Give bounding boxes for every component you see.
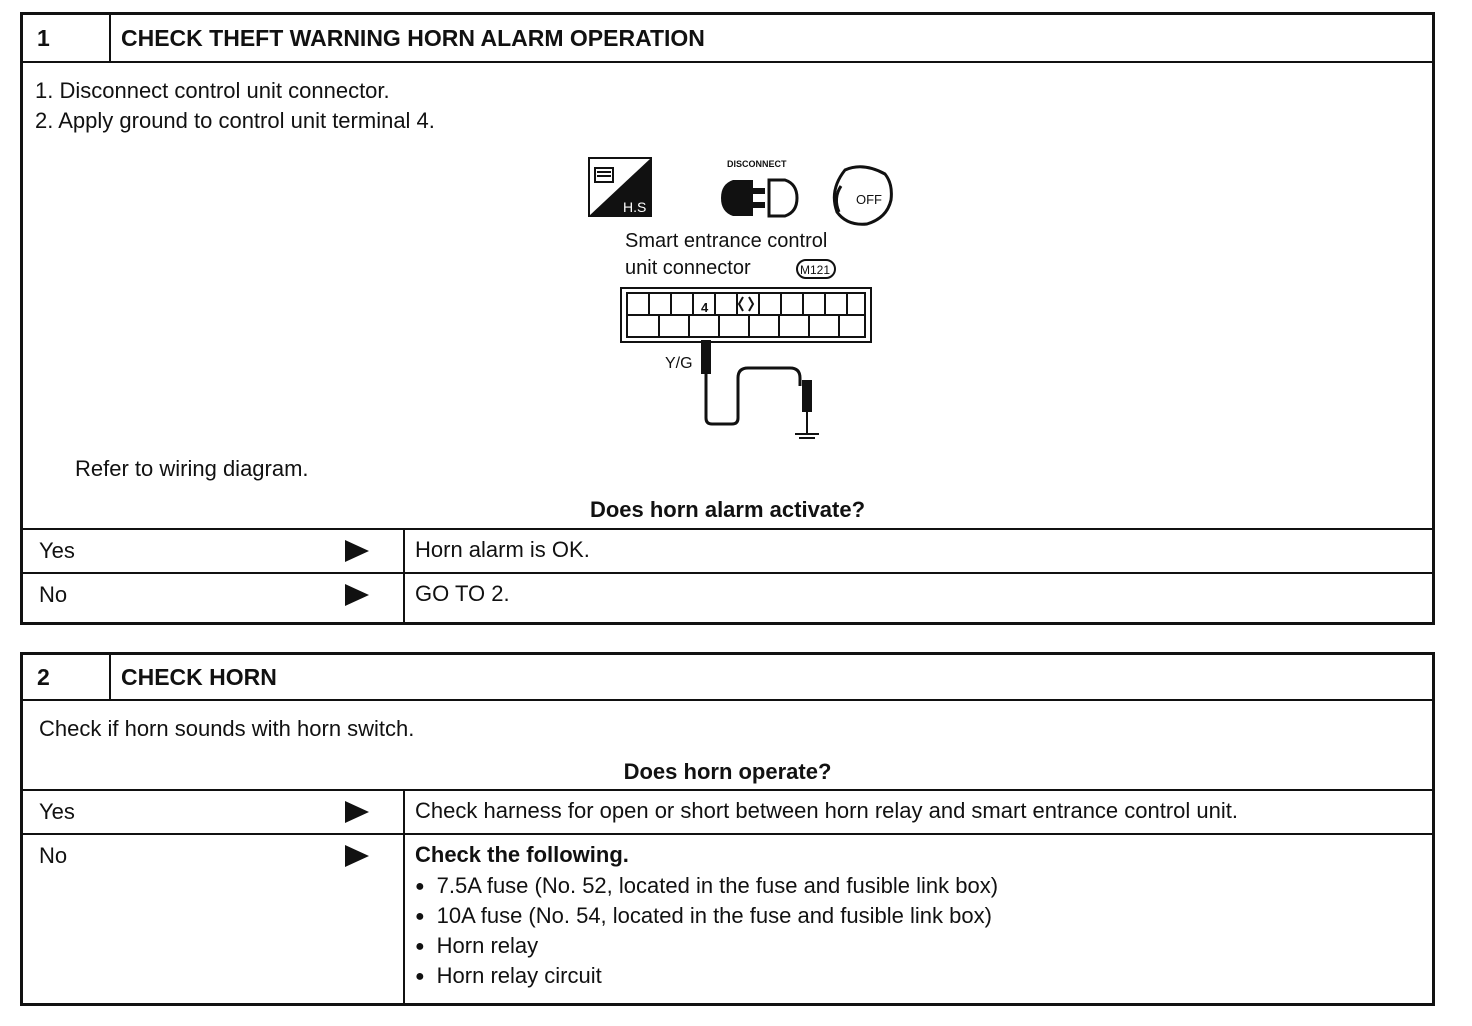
no-heading: Check the following. xyxy=(415,842,629,867)
step-number: 2 xyxy=(23,655,111,699)
yes-row xyxy=(23,528,1432,574)
no-row xyxy=(23,572,1432,624)
yes-label: Yes xyxy=(39,538,75,563)
no-label: No xyxy=(39,843,68,868)
yes-result: Horn alarm is OK. xyxy=(415,537,590,562)
yes-result: Check harness for open or short between horn relay and smart entrance control unit. xyxy=(415,798,1239,823)
connector-diagram xyxy=(583,150,903,440)
instruction-2: 2. Apply ground to control unit terminal 4. xyxy=(35,108,435,133)
instruction: Check if horn sounds with horn switch. xyxy=(39,716,415,741)
arrow-right-icon xyxy=(345,845,369,867)
arrow-right-icon xyxy=(345,540,369,562)
instruction-1: 1. Disconnect control unit connector. xyxy=(35,78,390,103)
disconnect-icon xyxy=(721,159,797,216)
no-label: No xyxy=(39,582,68,607)
connector-id: M121 xyxy=(800,263,831,277)
hs-label: H.S xyxy=(623,199,647,215)
arrow-right-icon xyxy=(345,584,369,606)
ignition-off-icon xyxy=(834,167,891,224)
wire-color-label: Y/G xyxy=(665,355,693,372)
connector-face xyxy=(621,288,871,342)
no-result-cell xyxy=(403,574,1432,624)
yes-row xyxy=(23,789,1432,835)
question: Does horn alarm activate? xyxy=(589,497,866,522)
disconnect-label: DISCONNECT xyxy=(727,159,787,169)
check-item: ● Horn relay circuit xyxy=(415,963,602,989)
yes-result-cell xyxy=(403,791,1432,835)
step-2-panel xyxy=(20,652,1435,1006)
no-result-cell xyxy=(403,835,1432,1005)
connector-caption-line2: unit connector xyxy=(625,257,751,279)
step-1-panel xyxy=(20,12,1435,625)
step-number: 1 xyxy=(23,15,111,61)
step-title: CHECK THEFT WARNING HORN ALARM OPERATION xyxy=(121,25,705,51)
yes-result-cell xyxy=(403,530,1432,574)
connector-id-badge xyxy=(797,260,835,278)
step-1-header xyxy=(23,15,1432,63)
harness-side-icon xyxy=(589,158,651,216)
question: Does horn operate? xyxy=(623,759,832,784)
check-item: ● 10A fuse (No. 54, located in the fuse and fusible link box) xyxy=(415,903,992,929)
step-2-header xyxy=(23,655,1432,701)
check-item: ● 7.5A fuse (No. 52, located in the fuse and fusible link box) xyxy=(415,873,998,899)
ground-probe-wire xyxy=(665,340,819,438)
no-row xyxy=(23,833,1432,1005)
arrow-right-icon xyxy=(345,801,369,823)
check-item: ● Horn relay xyxy=(415,933,538,959)
off-label: OFF xyxy=(856,192,882,207)
step-title: CHECK HORN xyxy=(121,664,277,690)
connector-caption-line1: Smart entrance control xyxy=(625,230,828,252)
no-result: GO TO 2. xyxy=(415,581,510,606)
yes-label: Yes xyxy=(39,799,75,824)
wiring-diagram-note: Refer to wiring diagram. xyxy=(75,456,309,481)
terminal-number: 4 xyxy=(701,300,709,315)
